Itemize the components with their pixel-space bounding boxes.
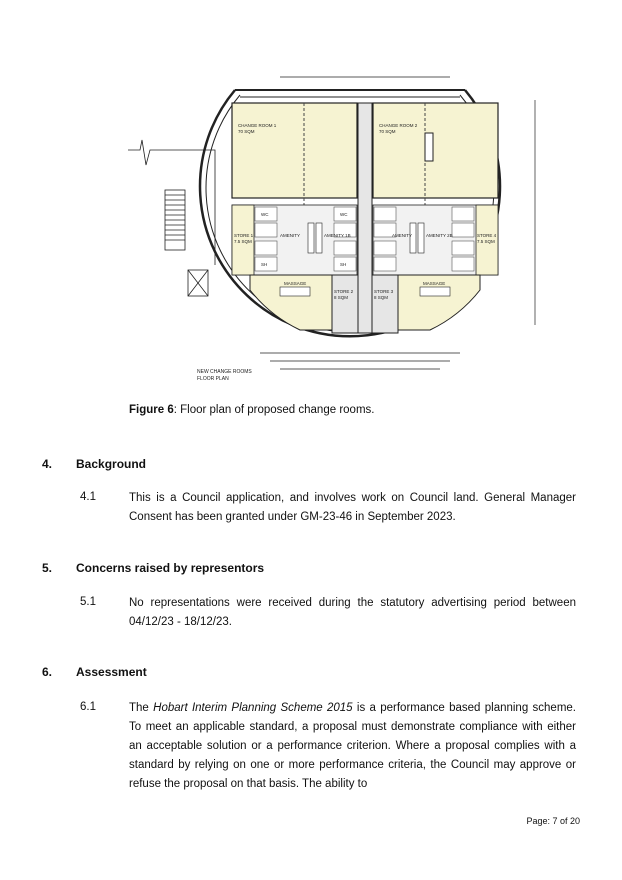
section-number: 5. bbox=[42, 561, 53, 575]
svg-text:AMENITY: AMENITY bbox=[392, 233, 413, 238]
paragraph-number: 4.1 bbox=[80, 491, 96, 503]
figure-caption-label: Figure 6 bbox=[129, 404, 174, 416]
plan-title: NEW CHANGE ROOMS bbox=[197, 369, 252, 375]
figure-caption-text: : Floor plan of proposed change rooms. bbox=[173, 404, 375, 416]
svg-text:8 SQM: 8 SQM bbox=[374, 295, 389, 300]
label-store-1: STORE 1 bbox=[234, 233, 254, 238]
label-change-room-1: CHANGE ROOM 1 bbox=[238, 123, 277, 128]
section-title-concerns: Concerns raised by representors bbox=[76, 561, 265, 575]
svg-text:FLOOR PLAN: FLOOR PLAN bbox=[197, 376, 229, 382]
label-store-2: STORE 2 bbox=[334, 289, 354, 294]
svg-text:70 SQM: 70 SQM bbox=[238, 129, 255, 134]
paragraph-number: 6.1 bbox=[80, 701, 96, 713]
label-store-4: STORE 4 bbox=[477, 233, 497, 238]
paragraph-5-1: No representations were received during the statutory advertising period between 04/12/23 - 18/12/23. bbox=[129, 597, 576, 628]
floor-plan-figure bbox=[120, 65, 560, 395]
svg-text:SH: SH bbox=[261, 262, 268, 267]
paragraph-6-1: The Hobart Interim Planning Scheme 2015 is a performance based planning scheme. To meet an applicable standard, a proposal must demonstrate compliance with either an acceptable solution or a performance criterion. Where a proposal complies with a standard by relying on one or more performance criteria, the Council may approve or refuse the proposal on that basis. The ability to bbox=[129, 702, 577, 790]
svg-text:WC: WC bbox=[340, 212, 348, 217]
label-store-3: STORE 3 bbox=[374, 289, 394, 294]
scheme-name: Hobart Interim Planning Scheme 2015 bbox=[153, 702, 353, 714]
section-title-assessment: Assessment bbox=[76, 665, 147, 679]
label-massage-right: MASSAGE bbox=[423, 281, 446, 286]
svg-text:70 SQM: 70 SQM bbox=[379, 129, 396, 134]
section-title-background: Background bbox=[76, 457, 147, 471]
svg-text:AMENITY 1B: AMENITY 1B bbox=[324, 233, 351, 238]
svg-text:7.5 SQM: 7.5 SQM bbox=[234, 239, 252, 244]
label-change-room-2: CHANGE ROOM 2 bbox=[379, 123, 418, 128]
svg-text:WC: WC bbox=[261, 212, 269, 217]
paragraph-number: 5.1 bbox=[80, 596, 96, 608]
svg-text:SH: SH bbox=[340, 262, 347, 267]
section-number: 4. bbox=[42, 457, 53, 471]
floor-plan-drawing bbox=[120, 65, 560, 395]
figure-caption bbox=[129, 404, 374, 416]
svg-text:AMENITY 2B: AMENITY 2B bbox=[426, 233, 453, 238]
section-number: 6. bbox=[42, 665, 53, 679]
paragraph-4-1: This is a Council application, and involves work on Council land. General Manager Consent has been granted under GM-23-46 in September 2023. bbox=[129, 492, 576, 523]
svg-text:8 SQM: 8 SQM bbox=[334, 295, 349, 300]
page-number: Page: 7 of 20 bbox=[526, 816, 580, 826]
svg-text:AMENITY: AMENITY bbox=[280, 233, 301, 238]
label-massage-left: MASSAGE bbox=[284, 281, 307, 286]
svg-text:7.5 SQM: 7.5 SQM bbox=[477, 239, 495, 244]
